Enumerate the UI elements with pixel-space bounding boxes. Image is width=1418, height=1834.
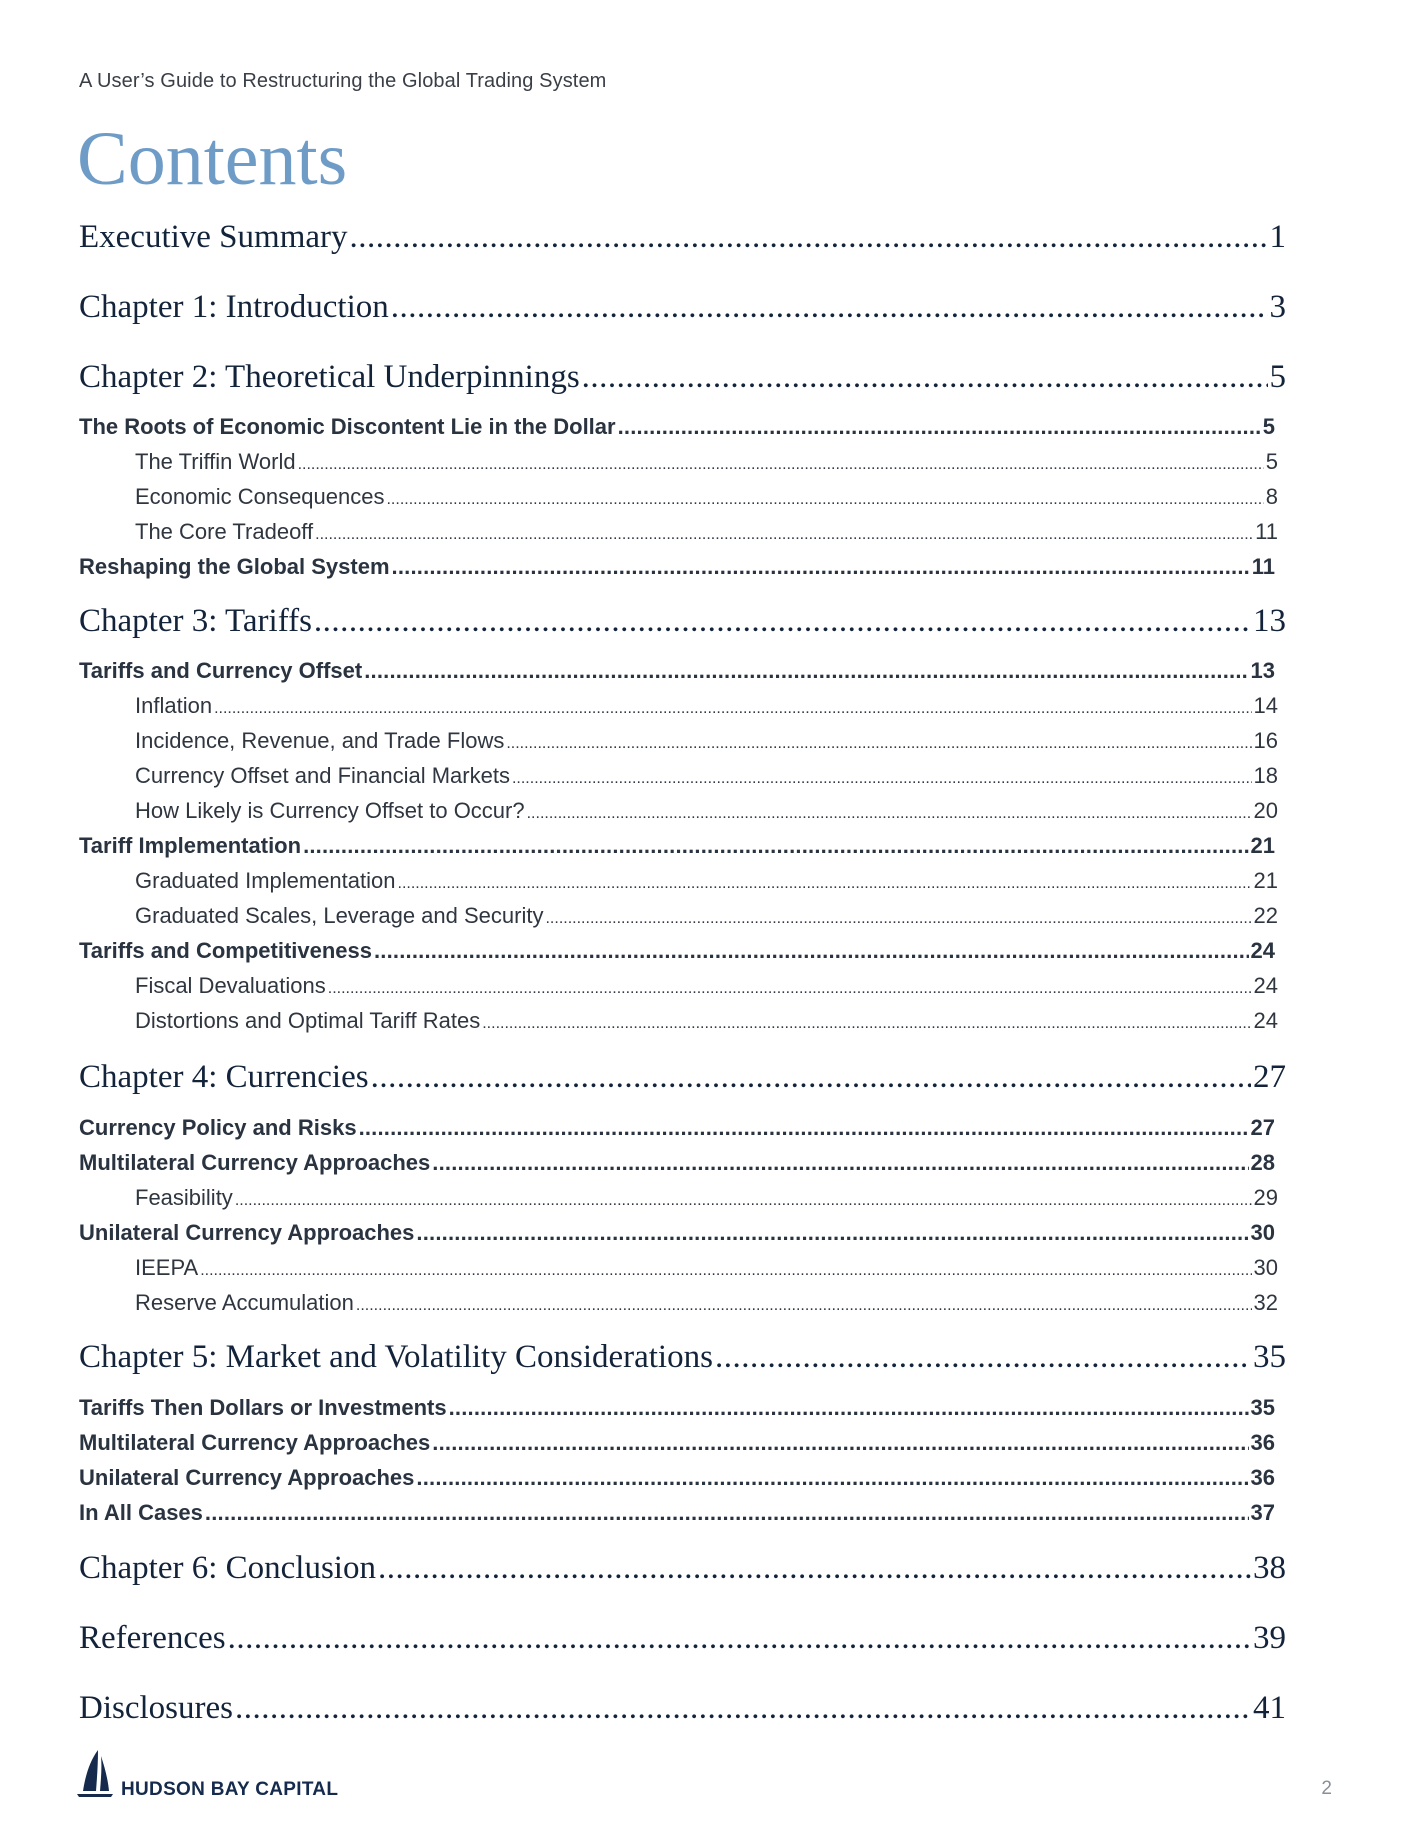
toc-entry-label: Disclosures (79, 1690, 233, 1726)
toc-subsection-entry[interactable] (135, 798, 1278, 824)
toc-chapter-entry[interactable] (79, 289, 1286, 326)
toc-entry-page: 28 (1250, 1150, 1275, 1175)
toc-entry-label: Economic Consequences (135, 484, 385, 509)
toc-chapter-entry[interactable] (79, 359, 1286, 396)
leader-dots (545, 910, 1251, 928)
leader-dots (449, 1395, 1249, 1421)
toc-chapter-entry[interactable] (79, 1690, 1286, 1727)
leader-dots (359, 1115, 1249, 1141)
toc-entry-label: Multilateral Currency Approaches (79, 1150, 431, 1175)
toc-entry-label: Reserve Accumulation (135, 1290, 354, 1315)
leader-dots (512, 770, 1252, 788)
toc-entry-page: 5 (1262, 414, 1275, 439)
leader-dots (398, 875, 1252, 893)
toc-entry-page: 35 (1253, 1339, 1286, 1375)
leader-dots (618, 414, 1261, 440)
toc-subsection-entry[interactable] (135, 693, 1278, 719)
toc-section-entry[interactable] (79, 938, 1275, 964)
page-title: Contents (77, 117, 348, 201)
toc-entry-page: 30 (1253, 1255, 1278, 1280)
toc-chapter-entry[interactable] (79, 1620, 1286, 1657)
toc-subsection-entry[interactable] (135, 1290, 1278, 1316)
toc-entry-page: 11 (1255, 519, 1278, 544)
toc-section-entry[interactable] (79, 1395, 1275, 1421)
toc-entry-page: 13 (1253, 603, 1286, 639)
leader-dots (482, 1015, 1251, 1033)
toc-entry-label: Fiscal Devaluations (135, 973, 326, 998)
toc-subsection-entry[interactable] (135, 1255, 1278, 1281)
toc-subsection-entry[interactable] (135, 484, 1278, 510)
toc-subsection-entry[interactable] (135, 1185, 1278, 1211)
leader-dots (298, 456, 1264, 474)
toc-entry-page: 24 (1250, 938, 1275, 963)
toc-entry-page: 5 (1265, 449, 1278, 474)
toc-entry-label: The Core Tradeoff (135, 519, 314, 544)
toc-entry-label: Feasibility (135, 1185, 233, 1210)
leader-dots (715, 1339, 1251, 1376)
running-header: A User’s Guide to Restructuring the Global Trading System (79, 70, 607, 92)
toc-section-entry[interactable] (79, 1465, 1275, 1491)
toc-entry-label: Multilateral Currency Approaches (79, 1430, 431, 1455)
leader-dots (314, 603, 1251, 640)
toc-entry-label: Chapter 1: Introduction (79, 289, 389, 325)
leader-dots (214, 700, 1251, 718)
sailboat-icon (77, 1748, 115, 1798)
leader-dots (235, 1690, 1251, 1727)
leader-dots (416, 1220, 1248, 1246)
toc-entry-label: The Triffin World (135, 449, 296, 474)
leader-dots (582, 359, 1268, 396)
toc-entry-label: Chapter 4: Currencies (79, 1059, 369, 1095)
toc-entry-page: 39 (1253, 1620, 1286, 1656)
toc-subsection-entry[interactable] (135, 728, 1278, 754)
toc-entry-page: 30 (1250, 1220, 1275, 1245)
toc-entry-label: Tariff Implementation (79, 833, 302, 858)
toc-entry-page: 38 (1253, 1550, 1286, 1586)
toc-entry-label: Unilateral Currency Approaches (79, 1220, 415, 1245)
toc-chapter-entry[interactable] (79, 1550, 1286, 1587)
leader-dots (228, 1620, 1251, 1657)
toc-entry-label: In All Cases (79, 1500, 203, 1525)
toc-entry-page: 27 (1250, 1115, 1275, 1140)
toc-entry-page: 21 (1250, 833, 1275, 858)
toc-entry-label: Chapter 5: Market and Volatility Considerations (79, 1339, 713, 1375)
leader-dots (527, 805, 1252, 823)
toc-chapter-entry[interactable] (79, 1339, 1286, 1376)
toc-section-entry[interactable] (79, 1150, 1275, 1176)
toc-section-entry[interactable] (79, 1500, 1275, 1526)
toc-subsection-entry[interactable] (135, 1008, 1278, 1034)
toc-entry-page: 27 (1253, 1059, 1286, 1095)
leader-dots (386, 491, 1263, 509)
leader-dots (374, 938, 1249, 964)
toc-entry-page: 16 (1253, 728, 1278, 753)
toc-entry-label: Chapter 3: Tariffs (79, 603, 312, 639)
leader-dots (235, 1192, 1252, 1210)
toc-entry-label: Currency Offset and Financial Markets (135, 763, 510, 788)
toc-entry-label: IEEPA (135, 1255, 199, 1280)
toc-entry-label: How Likely is Currency Offset to Occur? (135, 798, 525, 823)
toc-subsection-entry[interactable] (135, 973, 1278, 999)
toc-subsection-entry[interactable] (135, 449, 1278, 475)
toc-entry-label: Distortions and Optimal Tariff Rates (135, 1008, 481, 1033)
toc-section-entry[interactable] (79, 1220, 1275, 1246)
toc-entry-page: 41 (1253, 1690, 1286, 1726)
toc-entry-page: 37 (1250, 1500, 1275, 1525)
toc-entry-page: 1 (1269, 219, 1286, 255)
toc-entry-page: 5 (1269, 359, 1286, 395)
toc-entry-page: 14 (1253, 693, 1278, 718)
toc-entry-label: Reshaping the Global System (79, 554, 390, 579)
toc-entry-page: 36 (1250, 1430, 1275, 1455)
leader-dots (392, 554, 1250, 580)
page-number: 2 (1321, 1778, 1332, 1799)
toc-entry-page: 3 (1269, 289, 1286, 325)
leader-dots (356, 1297, 1252, 1315)
toc-entry-page: 24 (1253, 973, 1278, 998)
toc-section-entry[interactable] (79, 658, 1275, 684)
toc-entry-page: 24 (1253, 1008, 1278, 1033)
toc-entry-label: Graduated Implementation (135, 868, 396, 893)
toc-entry-label: Incidence, Revenue, and Trade Flows (135, 728, 505, 753)
leader-dots (391, 289, 1268, 326)
toc-entry-label: The Roots of Economic Discontent Lie in the Dollar (79, 414, 616, 439)
toc-chapter-entry[interactable] (79, 219, 1286, 256)
toc-section-entry[interactable] (79, 1115, 1275, 1141)
toc-entry-label: Tariffs Then Dollars or Investments (79, 1395, 447, 1420)
leader-dots (432, 1150, 1248, 1176)
toc-entry-label: Tariffs and Currency Offset (79, 658, 363, 683)
toc-section-entry[interactable] (79, 833, 1275, 859)
toc-subsection-entry[interactable] (135, 903, 1278, 929)
toc-entry-page: 35 (1250, 1395, 1275, 1420)
toc-entry-label: Graduated Scales, Leverage and Security (135, 903, 544, 928)
toc-entry-page: 20 (1253, 798, 1278, 823)
toc-entry-page: 21 (1253, 868, 1278, 893)
toc-entry-label: Executive Summary (79, 219, 348, 255)
leader-dots (350, 219, 1268, 256)
toc-entry-page: 22 (1253, 903, 1278, 928)
footer-logo (77, 1748, 338, 1798)
leader-dots (432, 1430, 1248, 1456)
toc-subsection-entry[interactable] (135, 868, 1278, 894)
toc-subsection-entry[interactable] (135, 763, 1278, 789)
toc-entry-label: Unilateral Currency Approaches (79, 1465, 415, 1490)
toc-chapter-entry[interactable] (79, 1059, 1286, 1096)
leader-dots (200, 1262, 1251, 1280)
brand-name: HUDSON BAY CAPITAL (121, 1779, 339, 1800)
toc-entry-label: References (79, 1620, 226, 1656)
toc-chapter-entry[interactable] (79, 603, 1286, 640)
toc-entry-page: 36 (1250, 1465, 1275, 1490)
toc-entry-label: Tariffs and Competitiveness (79, 938, 372, 963)
toc-entry-label: Chapter 6: Conclusion (79, 1550, 376, 1586)
leader-dots (364, 658, 1248, 684)
leader-dots (371, 1059, 1251, 1096)
toc-entry-page: 13 (1250, 658, 1275, 683)
toc-subsection-entry[interactable] (135, 519, 1278, 545)
toc-entry-page: 32 (1253, 1290, 1278, 1315)
leader-dots (328, 980, 1252, 998)
leader-dots (315, 526, 1253, 544)
toc-entry-label: Chapter 2: Theoretical Underpinnings (79, 359, 580, 395)
leader-dots (506, 735, 1251, 753)
toc-entry-label: Currency Policy and Risks (79, 1115, 357, 1140)
toc-entry-page: 29 (1253, 1185, 1278, 1210)
toc-section-entry[interactable] (79, 554, 1275, 580)
toc-entry-page: 11 (1251, 554, 1275, 579)
toc-entry-page: 18 (1253, 763, 1278, 788)
leader-dots (205, 1500, 1249, 1526)
toc-entry-page: 8 (1265, 484, 1278, 509)
leader-dots (303, 833, 1248, 859)
toc-section-entry[interactable] (79, 414, 1275, 440)
toc-entry-label: Inflation (135, 693, 213, 718)
leader-dots (416, 1465, 1248, 1491)
leader-dots (378, 1550, 1251, 1587)
toc-section-entry[interactable] (79, 1430, 1275, 1456)
